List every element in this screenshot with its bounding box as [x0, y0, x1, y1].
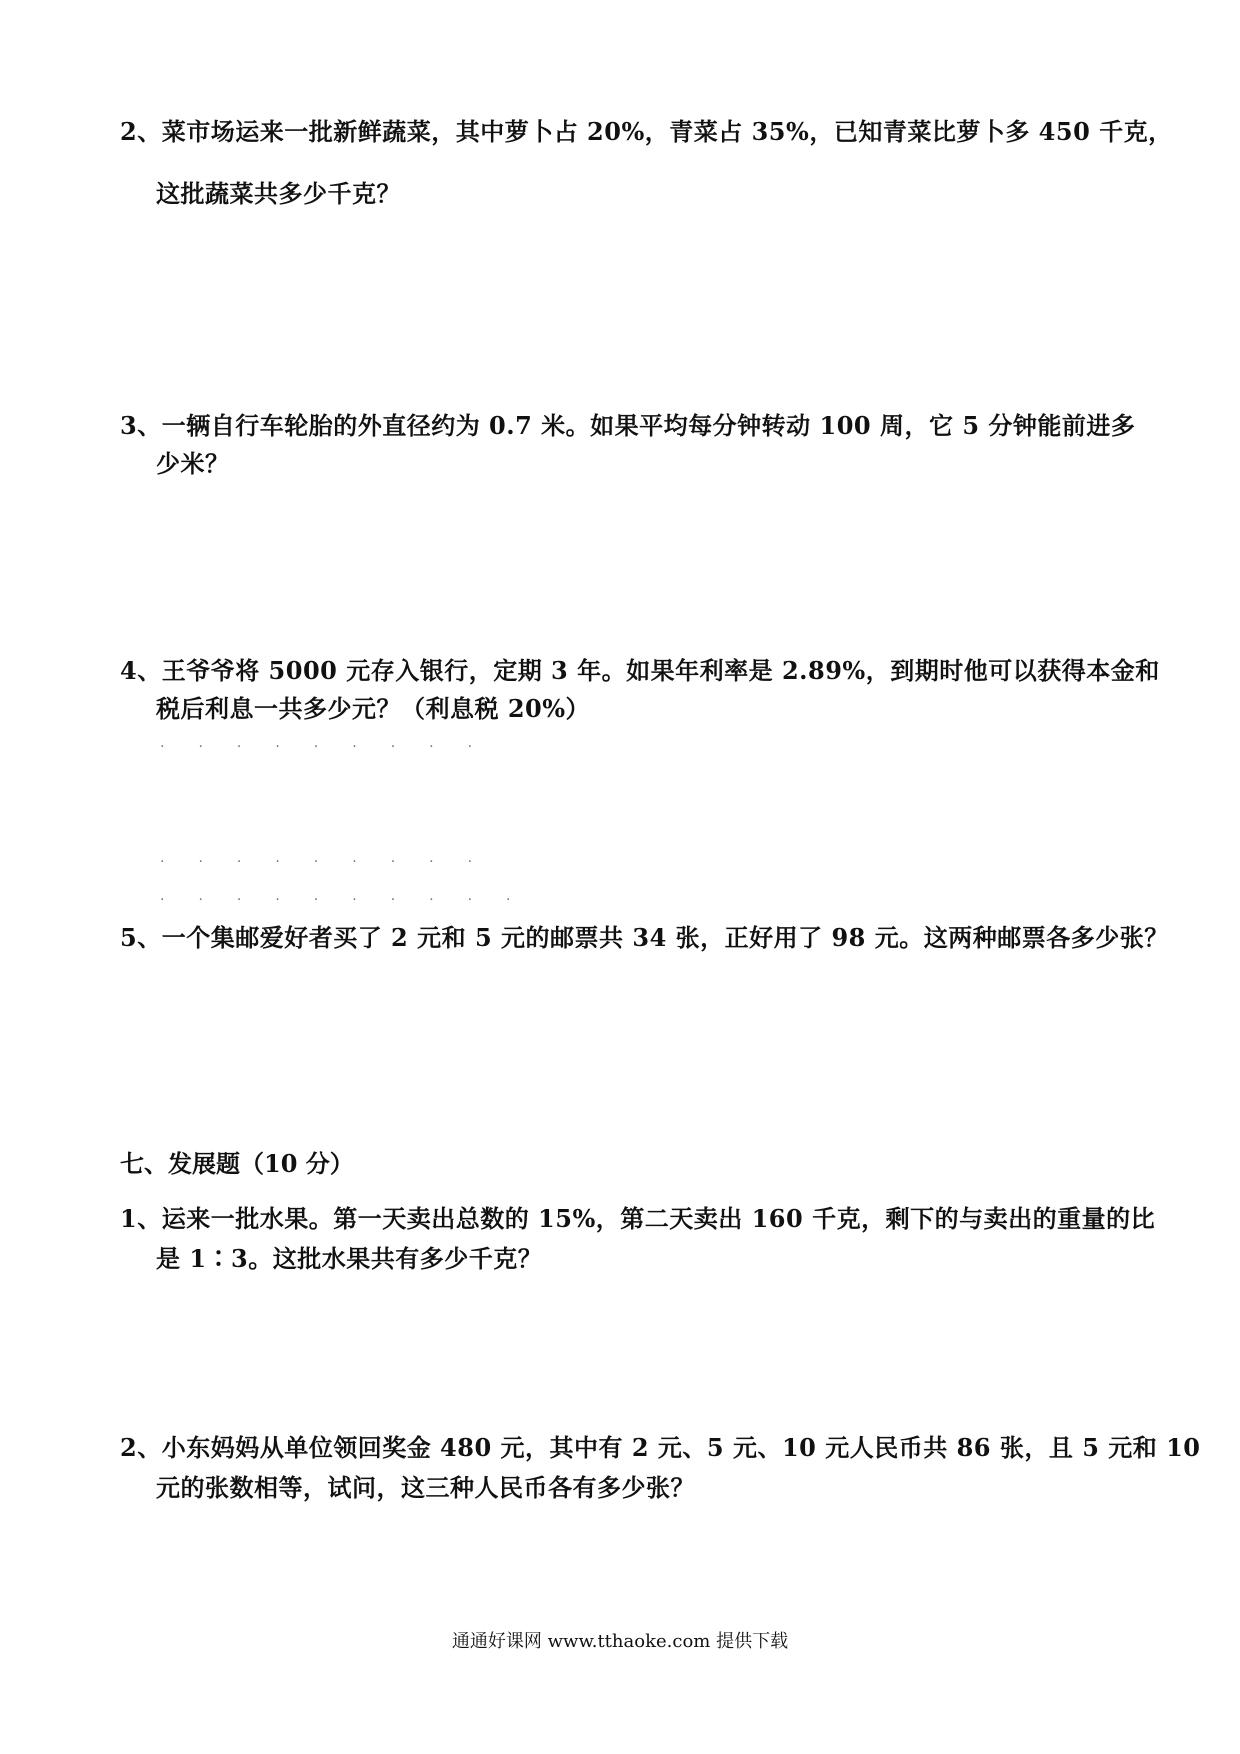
question-2-line-1: 2、菜市场运来一批新鲜蔬菜，其中萝卜占 20%，青菜占 35%，已知青菜比萝卜多 450 千克， — [120, 117, 1173, 146]
question-3-line-1: 3、一辆自行车轮胎的外直径约为 0.7 米。如果平均每分钟转动 100 周，它 5 分钟能前进多 — [120, 411, 1136, 440]
question-3-line-2: 少米？ — [156, 449, 230, 478]
scan-dots: ········· — [160, 854, 507, 870]
scan-dots: ········· — [160, 739, 507, 755]
section-7-question-1-line-1: 1、运来一批水果。第一天卖出总数的 15%，第二天卖出 160 千克，剩下的与卖出的重量的比 — [120, 1204, 1156, 1233]
footer-credit: 通通好课网 www.tthaoke.com 提供下载 — [451, 1631, 789, 1652]
section-7-title: 七、发展题（10 分） — [120, 1149, 354, 1178]
scan-dots: ·········· — [160, 892, 545, 908]
question-2-line-2: 这批蔬菜共多少千克？ — [156, 179, 401, 208]
section-7-question-1-line-2: 是 1∶3。这批水果共有多少千克？ — [156, 1244, 543, 1273]
question-4-line-1: 4、王爷爷将 5000 元存入银行，定期 3 年。如果年利率是 2.89%，到期时他可以获得本金和 — [120, 656, 1160, 685]
section-7-question-2-line-2: 元的张数相等，试问，这三种人民币各有多少张？ — [156, 1473, 695, 1502]
question-5-line-1: 5、一个集邮爱好者买了 2 元和 5 元的邮票共 34 张，正好用了 98 元。这两种邮票各多少张？ — [120, 923, 1169, 952]
section-7-question-2-line-1: 2、小东妈妈从单位领回奖金 480 元，其中有 2 元、5 元、10 元人民币共 86 张，且 5 元和 10 — [120, 1433, 1201, 1462]
question-4-line-2: 税后利息一共多少元？（利息税 20%） — [156, 694, 591, 723]
